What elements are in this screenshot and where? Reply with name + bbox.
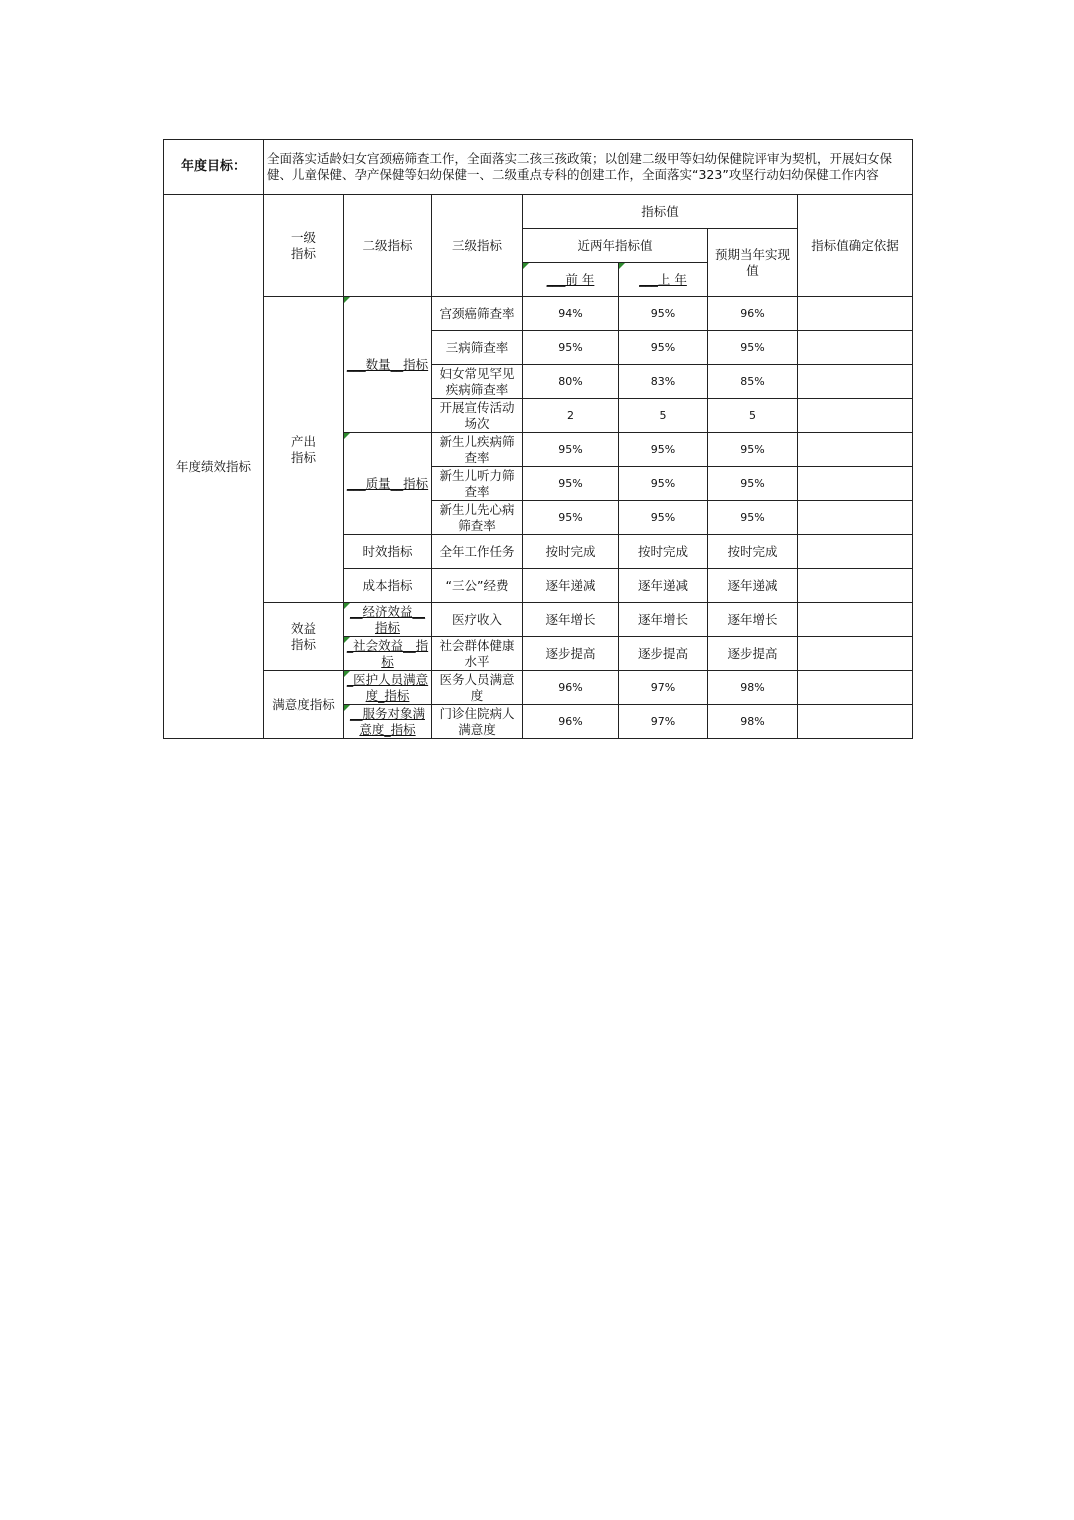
recent-two-years-header: 近两年指标值 — [523, 229, 708, 263]
last-value: 95% — [619, 501, 708, 535]
prev-value: 按时完成 — [523, 535, 619, 569]
last-year-header: ___上 年 — [619, 263, 708, 297]
level2-social: _社会效益__指标 — [344, 637, 432, 671]
expected-value: 5 — [708, 399, 798, 433]
last-value: 83% — [619, 365, 708, 399]
basis-value — [798, 569, 913, 603]
level2-quantity: ___数量__指标 — [344, 297, 432, 433]
annual-indicator-label: 年度绩效指标 — [164, 195, 264, 739]
last-value: 97% — [619, 705, 708, 739]
last-value: 逐步提高 — [619, 637, 708, 671]
last-value: 95% — [619, 297, 708, 331]
row-name: 门诊住院病人满意度 — [432, 705, 523, 739]
last-value: 逐年递减 — [619, 569, 708, 603]
prev-value: 2 — [523, 399, 619, 433]
last-value: 5 — [619, 399, 708, 433]
expected-header: 预期当年实现值 — [708, 229, 798, 297]
level2-header: 二级指标 — [344, 195, 432, 297]
prev-value: 95% — [523, 467, 619, 501]
last-value: 按时完成 — [619, 535, 708, 569]
level2-timeliness: 时效指标 — [344, 535, 432, 569]
prev-value: 逐年递减 — [523, 569, 619, 603]
basis-value — [798, 671, 913, 705]
prev-value: 95% — [523, 331, 619, 365]
level2-medical-staff: _医护人员满意度_指标 — [344, 671, 432, 705]
prev-value: 95% — [523, 433, 619, 467]
prev-year-header: ___前 年 — [523, 263, 619, 297]
level2-quality: ___质量__指标 — [344, 433, 432, 535]
row-name: 新生儿先心病筛查率 — [432, 501, 523, 535]
prev-value: 逐年增长 — [523, 603, 619, 637]
level2-service-target: __服务对象满意度_指标 — [344, 705, 432, 739]
annual-goal-label: 年度目标： — [164, 140, 264, 195]
expected-value: 按时完成 — [708, 535, 798, 569]
expected-value: 95% — [708, 501, 798, 535]
prev-value: 96% — [523, 671, 619, 705]
level1-satisfaction: 满意度指标 — [264, 671, 344, 739]
expected-value: 95% — [708, 433, 798, 467]
row-name: “三公”经费 — [432, 569, 523, 603]
expected-value: 95% — [708, 467, 798, 501]
expected-value: 逐步提高 — [708, 637, 798, 671]
prev-value: 95% — [523, 501, 619, 535]
basis-value — [798, 637, 913, 671]
basis-value — [798, 297, 913, 331]
basis-header: 指标值确定依据 — [798, 195, 913, 297]
expected-value: 逐年递减 — [708, 569, 798, 603]
row-name: 三病筛查率 — [432, 331, 523, 365]
level1-benefit: 效益 指标 — [264, 603, 344, 671]
basis-value — [798, 603, 913, 637]
row-name: 医疗收入 — [432, 603, 523, 637]
prev-value: 96% — [523, 705, 619, 739]
row-name: 全年工作任务 — [432, 535, 523, 569]
level1-output: 产出 指标 — [264, 297, 344, 603]
basis-value — [798, 705, 913, 739]
annual-goal-text: 全面落实适龄妇女宫颈癌筛查工作，全面落实二孩三孩政策；以创建二级甲等妇幼保健院评审为契机，开展妇女保健、儿童保健、孕产保健等妇幼保健一、二级重点专科的创建工作，全面落实“323”攻坚行动妇幼保健工作内容 — [264, 140, 913, 195]
performance-goal-table — [163, 139, 913, 739]
prev-value: 80% — [523, 365, 619, 399]
basis-value — [798, 365, 913, 399]
row-name: 新生儿疾病筛查率 — [432, 433, 523, 467]
basis-value — [798, 501, 913, 535]
row-name: 开展宣传活动场次 — [432, 399, 523, 433]
level2-cost: 成本指标 — [344, 569, 432, 603]
expected-value: 98% — [708, 705, 798, 739]
last-value: 95% — [619, 433, 708, 467]
row-name: 新生儿听力筛查率 — [432, 467, 523, 501]
basis-value — [798, 331, 913, 365]
expected-value: 逐年增长 — [708, 603, 798, 637]
row-name: 妇女常见罕见疾病筛查率 — [432, 365, 523, 399]
last-value: 97% — [619, 671, 708, 705]
expected-value: 85% — [708, 365, 798, 399]
expected-value: 95% — [708, 331, 798, 365]
expected-value: 96% — [708, 297, 798, 331]
row-name: 医务人员满意度 — [432, 671, 523, 705]
row-name: 宫颈癌筛查率 — [432, 297, 523, 331]
row-name: 社会群体健康水平 — [432, 637, 523, 671]
last-value: 95% — [619, 331, 708, 365]
basis-value — [798, 535, 913, 569]
level1-header: 一级 指标 — [264, 195, 344, 297]
prev-value: 逐步提高 — [523, 637, 619, 671]
prev-value: 94% — [523, 297, 619, 331]
basis-value — [798, 433, 913, 467]
basis-value — [798, 467, 913, 501]
last-value: 95% — [619, 467, 708, 501]
last-value: 逐年增长 — [619, 603, 708, 637]
level2-economic: __经济效益__指标 — [344, 603, 432, 637]
level3-header: 三级指标 — [432, 195, 523, 297]
indicator-value-header: 指标值 — [523, 195, 798, 229]
basis-value — [798, 399, 913, 433]
expected-value: 98% — [708, 671, 798, 705]
